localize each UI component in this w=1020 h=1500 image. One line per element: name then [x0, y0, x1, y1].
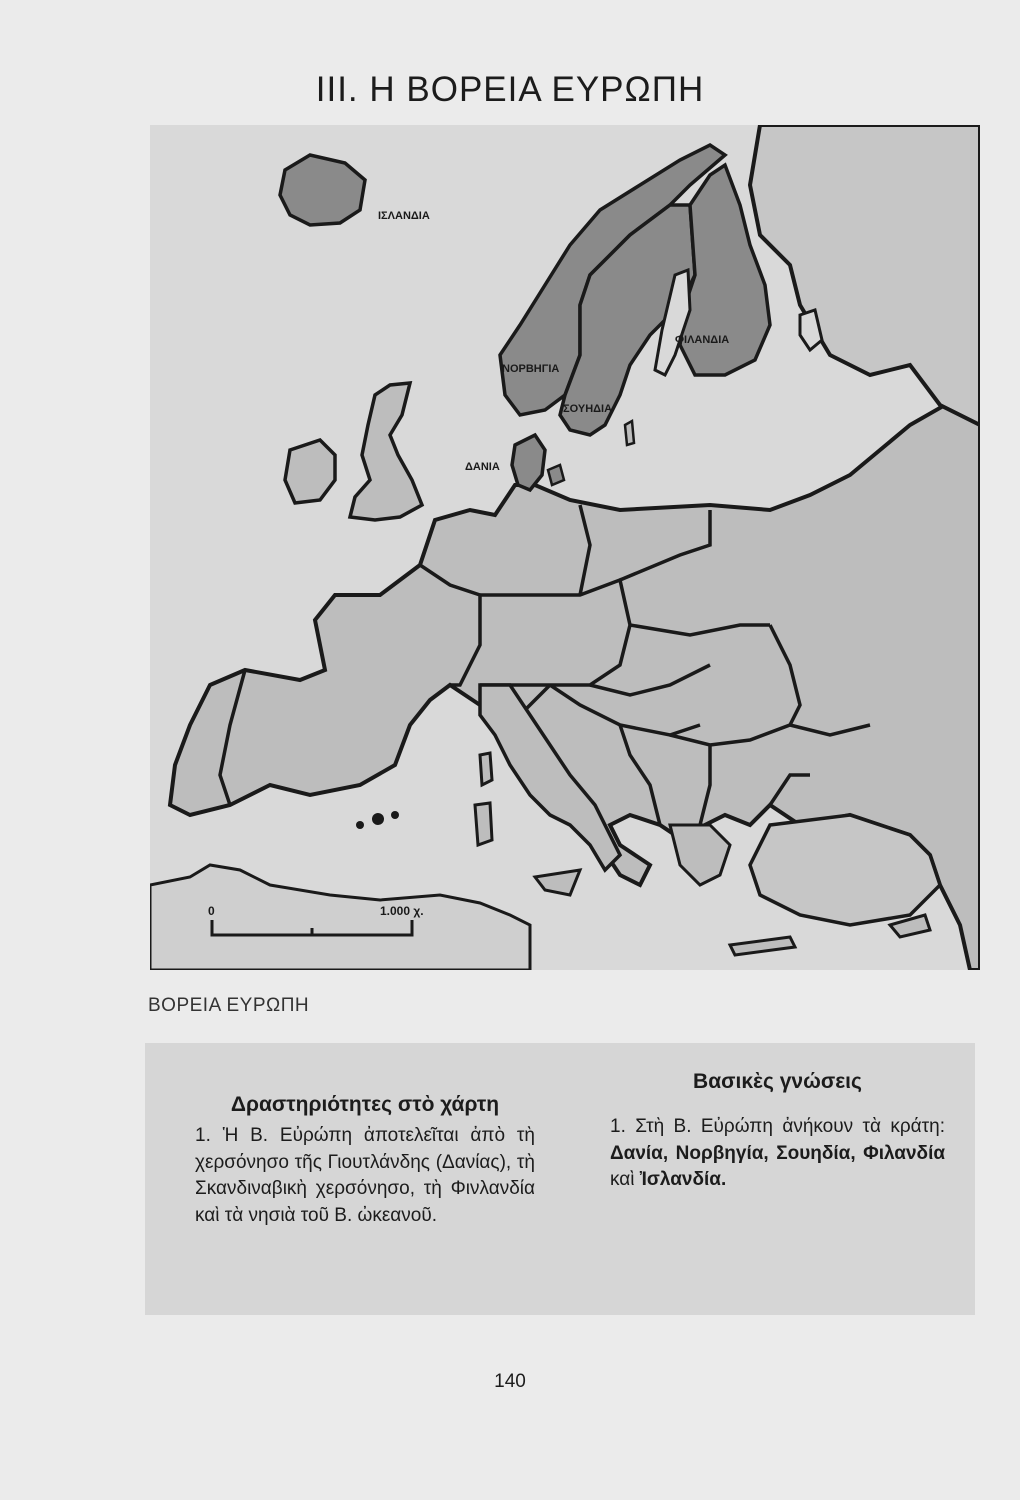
country-norway: Νορβηγία, [675, 1142, 769, 1164]
balearic-island [372, 813, 384, 825]
info-box [145, 1043, 975, 1315]
page-title: III. Η ΒΟΡΕΙΑ ΕΥΡΩΠΗ [315, 70, 705, 109]
label-denmark: ΔΑΝΙΑ [465, 461, 500, 473]
label-finland: ΦΙΛΑΝΔΙΑ [675, 334, 730, 346]
activities-heading: Δραστηριότητες στὸ χάρτη [230, 1093, 500, 1116]
scale-zero: 0 [208, 904, 215, 918]
europe-map [150, 125, 980, 970]
knowledge-intro: Στὴ Β. Εὐρώπη ἀνήκουν τὰ κράτη: [635, 1116, 946, 1137]
scale-end: 1.000 χ. [380, 904, 424, 918]
balearic-island [356, 821, 364, 829]
activities-item-number: 1. [195, 1125, 211, 1146]
sardinia [475, 803, 492, 845]
corsica [480, 753, 492, 785]
knowledge-conjunction: καὶ [610, 1169, 635, 1190]
baltic-island [625, 421, 634, 445]
map-svg [150, 125, 980, 970]
page-number: 140 [494, 1371, 526, 1392]
country-iceland: Ἰσλανδία. [639, 1169, 727, 1190]
country-sweden: Σουηδία, [776, 1142, 856, 1164]
danish-island [548, 465, 564, 485]
label-norway: ΝΟΡΒΗΓΙΑ [502, 363, 560, 375]
knowledge-item-number: 1. [610, 1116, 626, 1137]
activities-item-text: Ἡ Β. Εὐρώπη ἀποτελεῖται ἀπὸ τὴ χερσόνησο τῆς Γιουτλάνδης (Δανίας), τὴ Σκανδιναβικὴ χερσόνησο, τὴ Φινλανδία καὶ τὰ νησιὰ τοῦ Β. ὠκεανοῦ. [195, 1125, 536, 1226]
map-caption: ΒΟΡΕΙΑ ΕΥΡΩΠΗ [148, 995, 310, 1016]
balearic-island [391, 811, 399, 819]
label-sweden: ΣΟΥΗΔΙΑ [563, 403, 613, 415]
activities-item [195, 1123, 535, 1229]
knowledge-heading: Βασικὲς γνώσεις [693, 1070, 862, 1093]
label-iceland: ΙΣΛΑΝΔΙΑ [378, 210, 430, 222]
country-denmark: Δανία, [610, 1142, 669, 1164]
country-finland: Φιλανδία [863, 1142, 946, 1164]
knowledge-item [610, 1114, 945, 1194]
